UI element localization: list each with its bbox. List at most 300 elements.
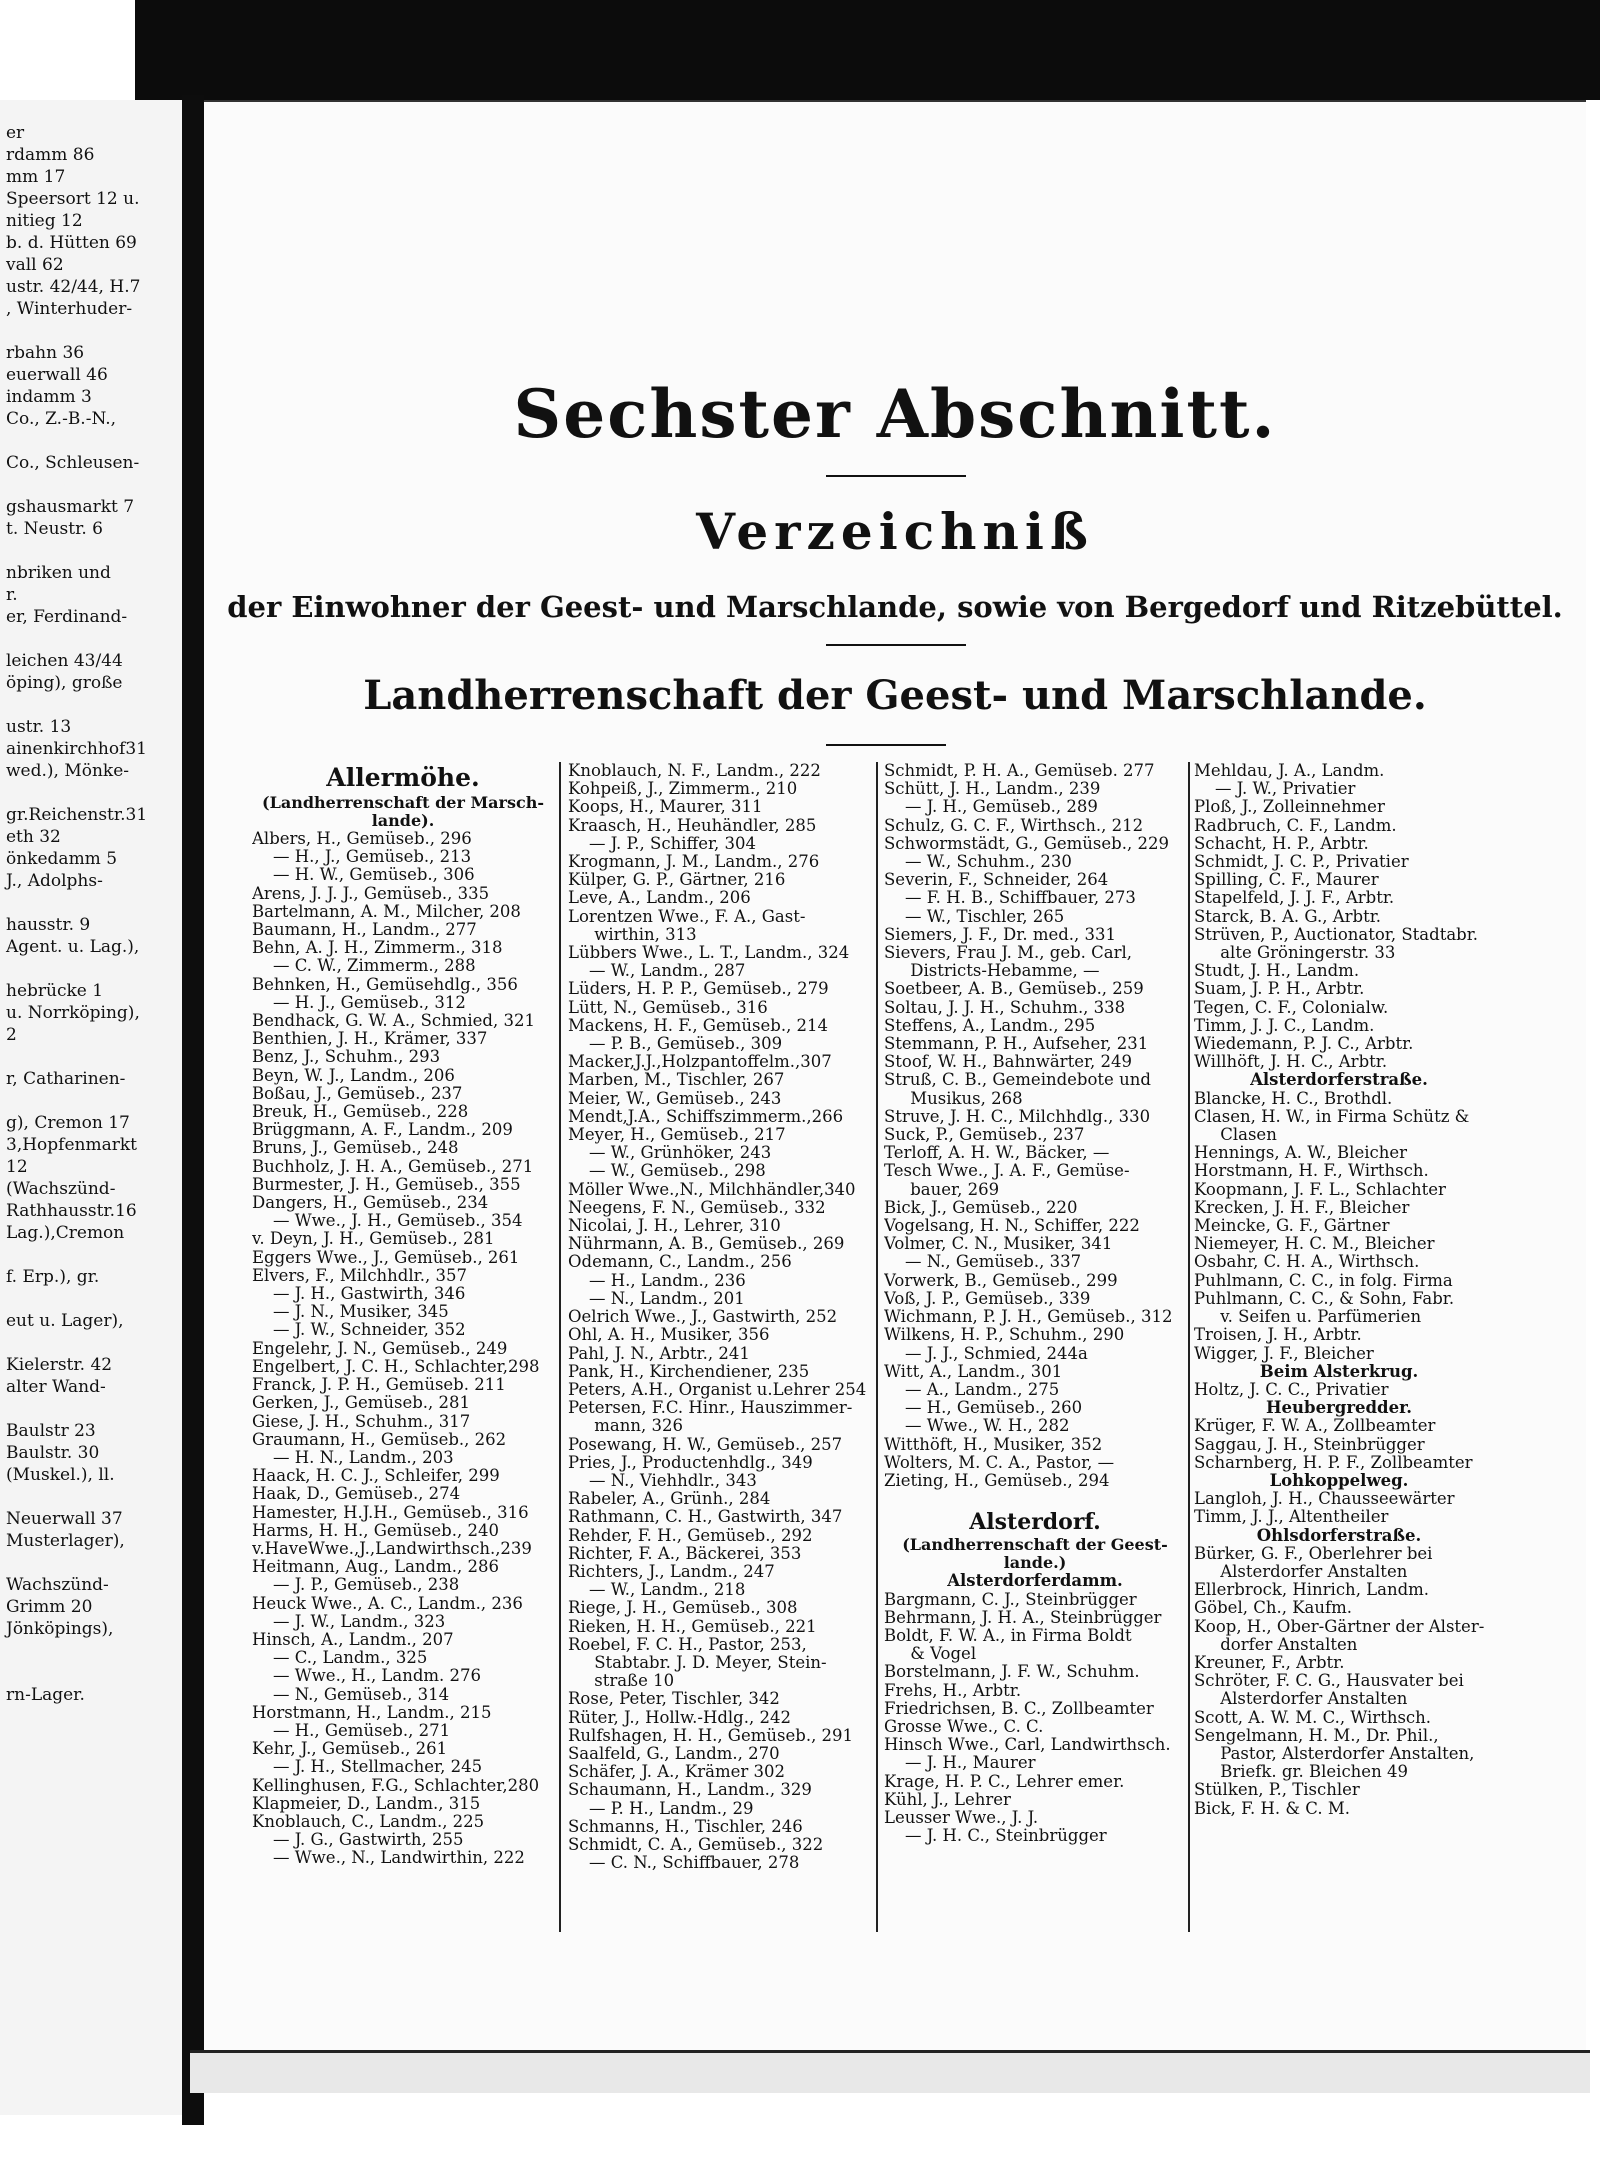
resident-entry: Struß, C. B., Gemeindebote und bbox=[884, 1070, 1151, 1090]
subtitle-rule bbox=[826, 644, 966, 646]
resident-entry: dorfer Anstalten bbox=[1194, 1634, 1358, 1654]
left-page-line: (Muskel.), ll. bbox=[6, 1465, 115, 1485]
resident-entry: Lütt, N., Gemüseb., 316 bbox=[568, 997, 768, 1017]
resident-entry: — H. W., Gemüseb., 306 bbox=[252, 865, 475, 885]
resident-entry: Haack, H. C. J., Schleifer, 299 bbox=[252, 1466, 500, 1486]
resident-entry: Heitmann, Aug., Landm., 286 bbox=[252, 1557, 499, 1577]
resident-entry: — W., Landm., 287 bbox=[568, 961, 746, 981]
resident-entry: Hinsch Wwe., Carl, Landwirthsch. bbox=[884, 1735, 1171, 1755]
resident-entry: Bick, F. H. & C. M. bbox=[1194, 1798, 1350, 1818]
resident-entry: Klapmeier, D., Landm., 315 bbox=[252, 1793, 481, 1813]
left-page-line: , Winterhuder- bbox=[6, 299, 133, 319]
resident-entry: — C., Landm., 325 bbox=[252, 1648, 428, 1668]
resident-entry: — W., Tischler, 265 bbox=[884, 906, 1065, 926]
left-page-line: rdamm 86 bbox=[6, 145, 95, 165]
left-page-line: J., Adolphs- bbox=[6, 871, 103, 891]
resident-entry: — J. W., Schneider, 352 bbox=[252, 1320, 466, 1340]
resident-entry: Clasen bbox=[1194, 1125, 1277, 1145]
locality-subheading: lande). bbox=[371, 811, 435, 830]
left-page-line: nbriken und bbox=[6, 563, 111, 583]
resident-entry: Bendhack, G. W. A., Schmied, 321 bbox=[252, 1011, 535, 1031]
resident-entry: Wolters, M. C. A., Pastor, — bbox=[884, 1452, 1115, 1472]
resident-entry: Franck, J. P. H., Gemüseb. 211 bbox=[252, 1375, 506, 1395]
resident-entry: Macker,J.J.,Holzpantoffelm.,307 bbox=[568, 1052, 832, 1072]
column-1 bbox=[252, 762, 554, 1868]
resident-entry: — N., Gemüseb., 337 bbox=[884, 1252, 1082, 1272]
resident-entry: — H., J., Gemüseb., 213 bbox=[252, 847, 472, 867]
left-page-line: Jönköpings), bbox=[6, 1619, 114, 1639]
resident-entry: Krage, H. P. C., Lehrer emer. bbox=[884, 1771, 1125, 1791]
resident-entry: Stapelfeld, J. J. F., Arbtr. bbox=[1194, 888, 1395, 908]
resident-entry: — Wwe., W. H., 282 bbox=[884, 1416, 1070, 1436]
resident-entry: — J. W., Privatier bbox=[1194, 779, 1356, 799]
resident-entry: Boldt, F. W. A., in Firma Boldt bbox=[884, 1625, 1132, 1645]
left-page-text bbox=[0, 100, 182, 1706]
resident-entry: Severin, F., Schneider, 264 bbox=[884, 870, 1109, 890]
resident-entry: Zieting, H., Gemüseb., 294 bbox=[884, 1470, 1110, 1490]
resident-entry: — J. P., Gemüseb., 238 bbox=[252, 1575, 460, 1595]
resident-entry: straße 10 bbox=[568, 1671, 675, 1691]
resident-entry: Timm, J. J. C., Landm. bbox=[1194, 1015, 1375, 1035]
locality-heading: Allermöhe. bbox=[326, 763, 480, 792]
section-title: Sechster Abschnitt. bbox=[513, 375, 1277, 453]
resident-entry: Nührmann, A. B., Gemüseb., 269 bbox=[568, 1234, 845, 1254]
resident-entry: Schmanns, H., Tischler, 246 bbox=[568, 1816, 803, 1836]
resident-entry: Möller Wwe.,N., Milchhändler,340 bbox=[568, 1179, 856, 1199]
resident-entry: Bargmann, C. J., Steinbrügger bbox=[884, 1589, 1137, 1609]
left-page-line: Speersort 12 u. bbox=[6, 189, 140, 209]
left-page-line: Co., Schleusen- bbox=[6, 453, 140, 473]
resident-entry: Behnken, H., Gemüsehdlg., 356 bbox=[252, 974, 518, 994]
resident-entry: Pastor, Alsterdorfer Anstalten, bbox=[1194, 1743, 1475, 1763]
resident-entry: Pahl, J. N., Arbtr., 241 bbox=[568, 1343, 750, 1363]
resident-entry: Voß, J. P., Gemüseb., 339 bbox=[884, 1288, 1091, 1308]
resident-entry: Marben, M., Tischler, 267 bbox=[568, 1070, 785, 1090]
resident-entry: Suam, J. P. H., Arbtr. bbox=[1194, 979, 1365, 999]
locality-subheading: (Landherrenschaft der Marsch- bbox=[262, 793, 544, 812]
resident-entry: Knoblauch, N. F., Landm., 222 bbox=[568, 762, 821, 780]
resident-entry: — W., Grünhöker, 243 bbox=[568, 1143, 772, 1163]
resident-entry: Krogmann, J. M., Landm., 276 bbox=[568, 852, 820, 872]
resident-entry: Koop, H., Ober-Gärtner der Alster- bbox=[1194, 1616, 1484, 1636]
left-page-line: r, Catharinen- bbox=[6, 1069, 126, 1089]
left-page-line: Musterlager), bbox=[6, 1531, 125, 1551]
resident-entry: Briefk. gr. Bleichen 49 bbox=[1194, 1762, 1408, 1782]
resident-entry: Rüter, J., Hollw.-Hdlg., 242 bbox=[568, 1707, 791, 1727]
resident-entry: Alsterdorfer Anstalten bbox=[1194, 1689, 1408, 1709]
resident-entry: — H. J., Gemüseb., 312 bbox=[252, 992, 466, 1012]
resident-entry: Krecken, J. H. F., Bleicher bbox=[1194, 1197, 1410, 1217]
locality-subheading: lande.) bbox=[1003, 1553, 1067, 1573]
left-page-line: mm 17 bbox=[6, 167, 66, 187]
left-page-line: f. Erp.), gr. bbox=[6, 1267, 100, 1287]
spacer bbox=[884, 1490, 1186, 1508]
resident-entry: Timm, J. J., Altentheiler bbox=[1194, 1507, 1389, 1527]
resident-entry: — J. H., Maurer bbox=[884, 1753, 1036, 1773]
resident-entry: Horstmann, H., Landm., 215 bbox=[252, 1702, 492, 1722]
left-page-line: Grimm 20 bbox=[6, 1597, 93, 1617]
left-page-line: u. Norrköping), bbox=[6, 1003, 140, 1023]
left-page-line bbox=[0, 430, 182, 452]
resident-entry: v. Deyn, J. H., Gemüseb., 281 bbox=[252, 1229, 495, 1249]
left-page-line: indamm 3 bbox=[6, 387, 92, 407]
left-page-line: Co., Z.-B.-N., bbox=[6, 409, 117, 429]
street-heading: Beim Alsterkrug. bbox=[1259, 1361, 1419, 1381]
resident-entry: Bürker, G. F., Oberlehrer bei bbox=[1194, 1543, 1433, 1563]
resident-entry: Külper, G. P., Gärtner, 216 bbox=[568, 870, 786, 890]
resident-entry: Giese, J. H., Schuhm., 317 bbox=[252, 1411, 471, 1431]
resident-entry: Pries, J., Productenhdlg., 349 bbox=[568, 1452, 813, 1472]
resident-entry: — J. H., Gastwirth, 346 bbox=[252, 1284, 466, 1304]
resident-entry: Riege, J. H., Gemüseb., 308 bbox=[568, 1598, 798, 1618]
resident-entry: Willhöft, J. H. C., Arbtr. bbox=[1194, 1052, 1388, 1072]
resident-entry: Benz, J., Schuhm., 293 bbox=[252, 1047, 441, 1067]
resident-entry: Schulz, G. C. F., Wirthsch., 212 bbox=[884, 815, 1144, 835]
resident-entry: — J. H., Stellmacher, 245 bbox=[252, 1757, 483, 1777]
resident-entry: Arens, J. J. J., Gemüseb., 335 bbox=[252, 883, 490, 903]
district-rule bbox=[826, 744, 946, 746]
resident-entry: Soltau, J. J. H., Schuhm., 338 bbox=[884, 997, 1126, 1017]
resident-entry: Stoof, W. H., Bahnwärter, 249 bbox=[884, 1052, 1133, 1072]
resident-entry: — N., Landm., 201 bbox=[568, 1288, 745, 1308]
resident-entry: Oelrich Wwe., J., Gastwirth, 252 bbox=[568, 1307, 838, 1327]
resident-entry: Terloff, A. H. W., Bäcker, — bbox=[884, 1143, 1110, 1163]
scan-border-top bbox=[135, 0, 1600, 100]
left-page-line bbox=[0, 1046, 182, 1068]
column-divider-1 bbox=[559, 762, 561, 1932]
resident-entry: Ohl, A. H., Musiker, 356 bbox=[568, 1325, 770, 1345]
resident-entry: — J. H., Gemüseb., 289 bbox=[884, 797, 1098, 817]
resident-entry: — H., Gemüseb., 271 bbox=[252, 1720, 451, 1740]
resident-entry: Wilkens, H. P., Schuhm., 290 bbox=[884, 1325, 1125, 1345]
left-page-line: leichen 43/44 bbox=[6, 651, 123, 671]
resident-entry: Schmidt, P. H. A., Gemüseb. 277 bbox=[884, 762, 1155, 780]
resident-entry: Boßau, J., Gemüseb., 237 bbox=[252, 1083, 463, 1103]
left-page-line: eut u. Lager), bbox=[6, 1311, 124, 1331]
resident-entry: Odemann, C., Landm., 256 bbox=[568, 1252, 792, 1272]
street-heading: Alsterdorferstraße. bbox=[1250, 1070, 1428, 1090]
resident-entry: Richters, J., Landm., 247 bbox=[568, 1561, 775, 1581]
left-page-line bbox=[0, 694, 182, 716]
directory-subtitle: der Einwohner der Geest- und Marschlande, sowie von Bergedorf und Ritzebüttel. bbox=[227, 590, 1563, 624]
resident-entry: Roebel, F. C. H., Pastor, 253, bbox=[568, 1634, 807, 1654]
left-page-line bbox=[0, 1662, 182, 1684]
resident-entry: Siemers, J. F., Dr. med., 331 bbox=[884, 924, 1117, 944]
left-page-line bbox=[0, 1090, 182, 1112]
left-page-line bbox=[0, 1244, 182, 1266]
resident-entry: Grosse Wwe., C. C. bbox=[884, 1716, 1044, 1736]
resident-entry: Schacht, H. P., Arbtr. bbox=[1194, 833, 1369, 853]
resident-entry: Strüven, P., Auctionator, Stadtabr. bbox=[1194, 924, 1479, 944]
left-page-line: Neuerwall 37 bbox=[6, 1509, 123, 1529]
resident-entry: Meyer, H., Gemüseb., 217 bbox=[568, 1125, 786, 1145]
resident-entry: Haak, D., Gemüseb., 274 bbox=[252, 1484, 461, 1504]
resident-entry: Brüggmann, A. F., Landm., 209 bbox=[252, 1120, 513, 1140]
resident-entry: Osbahr, C. H. A., Wirthsch. bbox=[1194, 1252, 1420, 1272]
resident-entry: Kraasch, H., Heuhändler, 285 bbox=[568, 815, 817, 835]
column-divider-3 bbox=[1188, 762, 1190, 1932]
resident-entry: Saggau, J. H., Steinbrügger bbox=[1194, 1434, 1425, 1454]
resident-entry: Engelehr, J. N., Gemüseb., 249 bbox=[252, 1338, 508, 1358]
resident-entry: Meincke, G. F., Gärtner bbox=[1194, 1216, 1390, 1236]
resident-entry: Kohpeiß, J., Zimmerm., 210 bbox=[568, 779, 798, 799]
resident-entry: Mackens, H. F., Gemüseb., 214 bbox=[568, 1015, 829, 1035]
resident-entry: Langloh, J. H., Chausseewärter bbox=[1194, 1489, 1455, 1509]
resident-entry: Musikus, 268 bbox=[884, 1088, 1023, 1108]
left-page-line bbox=[0, 1640, 182, 1662]
resident-entry: Baumann, H., Landm., 277 bbox=[252, 920, 477, 940]
resident-entry: — F. H. B., Schiffbauer, 273 bbox=[884, 888, 1136, 908]
resident-entry: Buchholz, J. H. A., Gemüseb., 271 bbox=[252, 1156, 534, 1176]
left-page-line: Agent. u. Lag.), bbox=[6, 937, 140, 957]
resident-entry: wirthin, 313 bbox=[568, 924, 697, 944]
resident-entry: Nicolai, J. H., Lehrer, 310 bbox=[568, 1216, 781, 1236]
left-page-line: er bbox=[6, 123, 25, 143]
resident-entry: — P. H., Landm., 29 bbox=[568, 1798, 754, 1818]
resident-entry: — H. N., Landm., 203 bbox=[252, 1447, 454, 1467]
resident-entry: Pank, H., Kirchendiener, 235 bbox=[568, 1361, 810, 1381]
resident-entry: Lorentzen Wwe., F. A., Gast- bbox=[568, 906, 806, 926]
left-page-line: gr.Reichenstr.31 bbox=[6, 805, 148, 825]
resident-entry: Engelbert, J. C. H., Schlachter,298 bbox=[252, 1356, 540, 1376]
resident-entry: Meier, W., Gemüseb., 243 bbox=[568, 1088, 782, 1108]
resident-entry: Frehs, H., Arbtr. bbox=[884, 1680, 1022, 1700]
column-3 bbox=[884, 762, 1186, 1845]
resident-entry: Koops, H., Maurer, 311 bbox=[568, 797, 763, 817]
resident-entry: Rabeler, A., Grünh., 284 bbox=[568, 1489, 771, 1509]
left-page-line: ustr. 42/44, H.7 bbox=[6, 277, 141, 297]
resident-entry: Benthien, J. H., Krämer, 337 bbox=[252, 1029, 488, 1049]
left-page-line: ainenkirchhof31 bbox=[6, 739, 147, 759]
resident-entry: Vorwerk, B., Gemüseb., 299 bbox=[884, 1270, 1118, 1290]
resident-entry: Kellinghusen, F.G., Schlachter,280 bbox=[252, 1775, 540, 1795]
resident-entry: — W., Gemüseb., 298 bbox=[568, 1161, 766, 1181]
resident-entry: Tegen, C. F., Colonialw. bbox=[1194, 997, 1389, 1017]
resident-entry: Sievers, Frau J. M., geb. Carl, bbox=[884, 943, 1133, 963]
left-page-line: r. bbox=[6, 585, 18, 605]
left-page-line: Kielerstr. 42 bbox=[6, 1355, 113, 1375]
resident-entry: Niemeyer, H. C. M., Bleicher bbox=[1194, 1234, 1435, 1254]
resident-entry: Schäfer, J. A., Krämer 302 bbox=[568, 1762, 786, 1782]
resident-entry: Dangers, H., Gemüseb., 234 bbox=[252, 1193, 489, 1213]
resident-entry: Schröter, F. C. G., Hausvater bei bbox=[1194, 1671, 1464, 1691]
resident-entry: Behrmann, J. H. A., Steinbrügger bbox=[884, 1607, 1162, 1627]
left-page-line: Lag.),Cremon bbox=[6, 1223, 125, 1243]
resident-entry: — Wwe., J. H., Gemüseb., 354 bbox=[252, 1211, 523, 1231]
left-page-fragment bbox=[0, 100, 188, 2115]
resident-entry: Suck, P., Gemüseb., 237 bbox=[884, 1125, 1085, 1145]
resident-entry: Breuk, H., Gemüseb., 228 bbox=[252, 1102, 469, 1122]
resident-entry: Beyn, W. J., Landm., 206 bbox=[252, 1065, 455, 1085]
left-page-line: Wachszünd- bbox=[6, 1575, 109, 1595]
left-page-line: Baulstr. 30 bbox=[6, 1443, 100, 1463]
resident-entry: Saalfeld, G., Landm., 270 bbox=[568, 1743, 780, 1763]
resident-entry: Rulfshagen, H. H., Gemüseb., 291 bbox=[568, 1725, 854, 1745]
resident-entry: Graumann, H., Gemüseb., 262 bbox=[252, 1429, 507, 1449]
resident-entry: bauer, 269 bbox=[884, 1179, 1000, 1199]
resident-entry: — W., Landm., 218 bbox=[568, 1580, 746, 1600]
left-page-line: hausstr. 9 bbox=[6, 915, 91, 935]
resident-entry: mann, 326 bbox=[568, 1416, 683, 1436]
resident-entry: Radbruch, C. F., Landm. bbox=[1194, 815, 1397, 835]
left-page-line bbox=[0, 958, 182, 980]
left-page-line bbox=[0, 474, 182, 496]
resident-entry: Hennings, A. W., Bleicher bbox=[1194, 1143, 1408, 1163]
resident-entry: — A., Landm., 275 bbox=[884, 1379, 1060, 1399]
resident-entry: Koopmann, J. F. L., Schlachter bbox=[1194, 1179, 1446, 1199]
resident-entry: — J. N., Musiker, 345 bbox=[252, 1302, 449, 1322]
left-page-line: vall 62 bbox=[6, 255, 64, 275]
resident-entry: Mehldau, J. A., Landm. bbox=[1194, 762, 1385, 780]
resident-entry: Holtz, J. C. C., Privatier bbox=[1194, 1379, 1389, 1399]
resident-entry: Schmidt, C. A., Gemüseb., 322 bbox=[568, 1834, 824, 1854]
left-page-line bbox=[0, 892, 182, 914]
left-page-line: hebrücke 1 bbox=[6, 981, 104, 1001]
left-page-line: 12 bbox=[6, 1157, 28, 1177]
resident-entry: — C. W., Zimmerm., 288 bbox=[252, 956, 476, 976]
resident-entry: Schmidt, J. C. P., Privatier bbox=[1194, 852, 1409, 872]
left-page-line bbox=[0, 782, 182, 804]
resident-entry: — J. P., Schiffer, 304 bbox=[568, 833, 757, 853]
resident-entry: Vogelsang, H. N., Schiffer, 222 bbox=[884, 1216, 1140, 1236]
resident-entry: Göbel, Ch., Kaufm. bbox=[1194, 1598, 1352, 1618]
resident-entry: Elvers, F., Milchhdlr., 357 bbox=[252, 1265, 467, 1285]
resident-entry: — J. H. C., Steinbrügger bbox=[884, 1826, 1107, 1846]
resident-entry: Mendt,J.A., Schiffszimmerm.,266 bbox=[568, 1106, 844, 1126]
resident-entry: Troisen, J. H., Arbtr. bbox=[1194, 1325, 1362, 1345]
resident-entry: Lüders, H. P. P., Gemüseb., 279 bbox=[568, 979, 829, 999]
resident-entry: — J. G., Gastwirth, 255 bbox=[252, 1830, 464, 1850]
resident-entry: Neegens, F. N., Gemüseb., 332 bbox=[568, 1197, 826, 1217]
resident-entry: Wiedemann, P. J. C., Arbtr. bbox=[1194, 1034, 1414, 1054]
resident-entry: Alsterdorfer Anstalten bbox=[1194, 1561, 1408, 1581]
resident-entry: Tesch Wwe., J. A. F., Gemüse- bbox=[884, 1161, 1130, 1181]
resident-entry: Scott, A. W. M. C., Wirthsch. bbox=[1194, 1707, 1432, 1727]
resident-entry: — W., Schuhm., 230 bbox=[884, 852, 1072, 872]
resident-entry: Stemmann, P. H., Aufseher, 231 bbox=[884, 1034, 1149, 1054]
resident-entry: Puhlmann, C. C., in folg. Firma bbox=[1194, 1270, 1453, 1290]
resident-entry: v. Seifen u. Parfümerien bbox=[1194, 1307, 1422, 1327]
resident-entry: Heuck Wwe., A. C., Landm., 236 bbox=[252, 1593, 523, 1613]
resident-entry: Borstelmann, J. F. W., Schuhm. bbox=[884, 1662, 1140, 1682]
street-heading: Lohkoppelweg. bbox=[1269, 1470, 1409, 1490]
resident-entry: Bick, J., Gemüseb., 220 bbox=[884, 1197, 1078, 1217]
left-page-line bbox=[0, 1288, 182, 1310]
resident-entry: Ellerbrock, Hinrich, Landm. bbox=[1194, 1580, 1430, 1600]
left-page-line: eth 32 bbox=[6, 827, 61, 847]
resident-entry: Clasen, H. W., in Firma Schütz & bbox=[1194, 1106, 1470, 1126]
resident-entry: — Wwe., H., Landm. 276 bbox=[252, 1666, 482, 1686]
resident-entry: Districts-Hebamme, — bbox=[884, 961, 1100, 981]
resident-entry: Kühl, J., Lehrer bbox=[884, 1789, 1011, 1809]
resident-entry: — H., Landm., 236 bbox=[568, 1270, 746, 1290]
resident-entry: Hamester, H.J.H., Gemüseb., 316 bbox=[252, 1502, 529, 1522]
left-page-line: er, Ferdinand- bbox=[6, 607, 128, 627]
resident-entry: Krüger, F. W. A., Zollbeamter bbox=[1194, 1416, 1436, 1436]
left-page-line bbox=[0, 1552, 182, 1574]
resident-entry: Blancke, H. C., Brothdl. bbox=[1194, 1088, 1393, 1108]
resident-entry: Rehder, F. H., Gemüseb., 292 bbox=[568, 1525, 813, 1545]
resident-entry: Rose, Peter, Tischler, 342 bbox=[568, 1689, 780, 1709]
resident-entry: Schütt, J. H., Landm., 239 bbox=[884, 779, 1101, 799]
resident-entry: — Wwe., N., Landwirthin, 222 bbox=[252, 1848, 525, 1868]
book-spine bbox=[182, 95, 204, 2125]
resident-entry: Volmer, C. N., Musiker, 341 bbox=[884, 1234, 1113, 1254]
resident-entry: — P. B., Gemüseb., 309 bbox=[568, 1034, 783, 1054]
column-divider-2 bbox=[876, 762, 878, 1932]
resident-entry: Steffens, A., Landm., 295 bbox=[884, 1015, 1096, 1035]
resident-entry: Posewang, H. W., Gemüseb., 257 bbox=[568, 1434, 843, 1454]
resident-entry: Bruns, J., Gemüseb., 248 bbox=[252, 1138, 459, 1158]
resident-entry: Studt, J. H., Landm. bbox=[1194, 961, 1360, 981]
resident-entry: Eggers Wwe., J., Gemüseb., 261 bbox=[252, 1247, 520, 1267]
left-page-line: wed.), Mönke- bbox=[6, 761, 130, 781]
page-bottom-edge bbox=[190, 2050, 1590, 2093]
resident-entry: Kreuner, F., Arbtr. bbox=[1194, 1652, 1345, 1672]
resident-entry: Leusser Wwe., J. J. bbox=[884, 1807, 1039, 1827]
left-page-line: t. Neustr. 6 bbox=[6, 519, 103, 539]
street-heading: Ohlsdorferstraße. bbox=[1256, 1525, 1422, 1545]
resident-entry: Burmester, J. H., Gemüseb., 355 bbox=[252, 1174, 521, 1194]
resident-entry: Lübbers Wwe., L. T., Landm., 324 bbox=[568, 943, 850, 963]
left-page-line: önkedamm 5 bbox=[6, 849, 118, 869]
left-page-line: öping), große bbox=[6, 673, 123, 693]
resident-entry: Leve, A., Landm., 206 bbox=[568, 888, 751, 908]
resident-entry: Peters, A.H., Organist u.Lehrer 254 bbox=[568, 1379, 867, 1399]
district-title: Landherrenschaft der Geest- und Marschlande. bbox=[363, 672, 1427, 719]
resident-entry: Bartelmann, A. M., Milcher, 208 bbox=[252, 901, 521, 921]
resident-entry: Starck, B. A. G., Arbtr. bbox=[1194, 906, 1382, 926]
left-page-line bbox=[0, 540, 182, 562]
left-page-line bbox=[0, 628, 182, 650]
resident-entry: Witthöft, H., Musiker, 352 bbox=[884, 1434, 1103, 1454]
title-rule bbox=[826, 475, 966, 477]
left-page-line: g), Cremon 17 bbox=[6, 1113, 130, 1133]
left-page-line bbox=[0, 1332, 182, 1354]
resident-entry: Horstmann, H. F., Wirthsch. bbox=[1194, 1161, 1429, 1181]
left-page-line: ustr. 13 bbox=[6, 717, 72, 737]
left-page-line: rbahn 36 bbox=[6, 343, 85, 363]
resident-entry: Richter, F. A., Bäckerei, 353 bbox=[568, 1543, 802, 1563]
resident-entry: — J. W., Landm., 323 bbox=[252, 1611, 446, 1631]
street-heading: Alsterdorferdamm. bbox=[947, 1571, 1123, 1591]
left-page-line: Rathhausstr.16 bbox=[6, 1201, 137, 1221]
resident-entry: Sengelmann, H. M., Dr. Phil., bbox=[1194, 1725, 1439, 1745]
resident-entry: Ploß, J., Zolleinnehmer bbox=[1194, 797, 1385, 817]
resident-entry: Wigger, J. F., Bleicher bbox=[1194, 1343, 1374, 1363]
directory-title: Verzeichniß bbox=[696, 502, 1094, 561]
resident-entry: Knoblauch, C., Landm., 225 bbox=[252, 1811, 485, 1831]
resident-entry: Hinsch, A., Landm., 207 bbox=[252, 1629, 454, 1649]
left-page-line bbox=[0, 1398, 182, 1420]
street-heading: Heubergredder. bbox=[1265, 1398, 1413, 1418]
resident-entry: Gerken, J., Gemüseb., 281 bbox=[252, 1393, 471, 1413]
resident-entry: Stülken, P., Tischler bbox=[1194, 1780, 1360, 1800]
resident-entry: Rieken, H. H., Gemüseb., 221 bbox=[568, 1616, 817, 1636]
resident-entry: Harms, H. H., Gemüseb., 240 bbox=[252, 1520, 499, 1540]
resident-entry: Stabtabr. J. D. Meyer, Stein- bbox=[568, 1652, 827, 1672]
left-page-line bbox=[0, 1486, 182, 1508]
resident-entry: — N., Gemüseb., 314 bbox=[252, 1684, 450, 1704]
left-page-line: rn-Lager. bbox=[6, 1685, 85, 1705]
left-page-line: Baulstr 23 bbox=[6, 1421, 96, 1441]
resident-entry: Friedrichsen, B. C., Zollbeamter bbox=[884, 1698, 1154, 1718]
left-page-line: alter Wand- bbox=[6, 1377, 106, 1397]
resident-entry: Behn, A. J. H., Zimmerm., 318 bbox=[252, 938, 503, 958]
column-2 bbox=[568, 762, 873, 1872]
resident-entry: — C. N., Schiffbauer, 278 bbox=[568, 1853, 800, 1873]
resident-entry: Puhlmann, C. C., & Sohn, Fabr. bbox=[1194, 1288, 1455, 1308]
